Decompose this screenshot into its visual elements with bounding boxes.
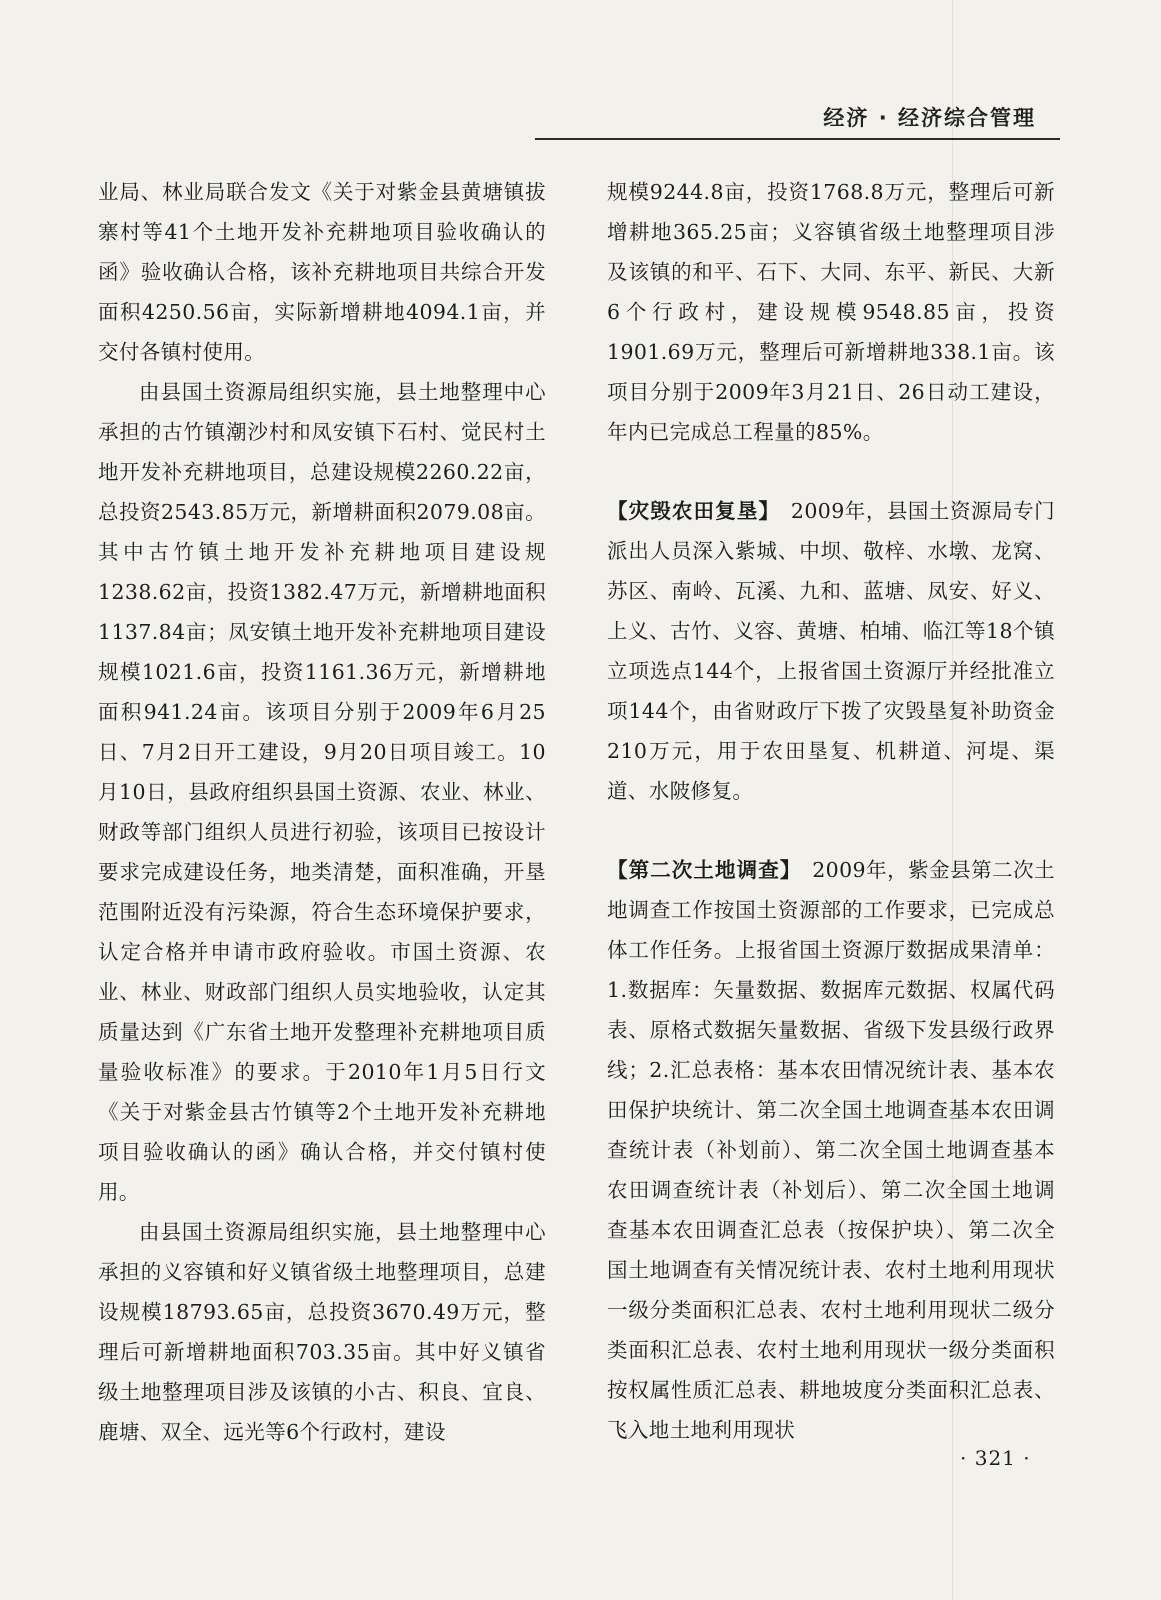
- running-header: 经济 · 经济综合管理: [823, 106, 1036, 130]
- entry-title-second-land-survey: 【第二次土地调查】: [607, 858, 792, 882]
- right-column: [607, 172, 1055, 1450]
- entry-body-second-land-survey: 2009年，紫金县第二次土地调查工作按国土资源部的工作要求，已完成总体工作任务。上报省国土资源厅数据成果清单：1.数据库：矢量数据、数据库元数据、权属代码表、原格式数据矢量数据、省级下发县级行政界线；2.汇总表格：基本农田情况统计表、基本农田保护块统计、第二次全国土地调查基本农田调查统计表（补划前）、第二次全国土地调查基本农田调查统计表（补划后）、第二次全国土地调查基本农田调查汇总表（按保护块）、第二次全国土地调查有关情况统计表、农村土地利用现状一级分类面积汇总表、农村土地利用现状二级分类面积汇总表、农村土地利用现状一级分类面积按权属性质汇总表、耕地坡度分类面积汇总表、飞入地土地利用现状: [607, 858, 1055, 1442]
- left-column: [98, 172, 546, 1452]
- entry-disaster-farmland-reclamation: [607, 491, 1055, 811]
- scan-artifact-line: [952, 0, 953, 1600]
- left-paragraph-2: 由县国土资源局组织实施，县土地整理中心承担的古竹镇潮沙村和凤安镇下石村、觉民村土地开发补充耕地项目，总建设规模2260.22亩，总投资2543.85万元，新增耕面积2079.08亩。其中古竹镇土地开发补充耕地项目建设规1238.62亩，投资1382.47万元，新增耕地面积1137.84亩；凤安镇土地开发补充耕地项目建设规模1021.6亩，投资1161.36万元，新增耕地面积941.24亩。该项目分别于2009年6月25日、7月2日开工建设，9月20日项目竣工。10月10日，县政府组织县国土资源、农业、林业、财政等部门组织人员进行初验，该项目已按设计要求完成建设任务，地类清楚，面积准确，开垦范围附近没有污染源，符合生态环境保护要求，认定合格并申请市政府验收。市国土资源、农业、林业、财政部门组织人员实地验收，认定其质量达到《广东省土地开发整理补充耕地项目质量验收标准》的要求。于2010年1月5日行文《关于对紫金县古竹镇等2个土地开发补充耕地项目验收确认的函》确认合格，并交付镇村使用。: [98, 380, 546, 1204]
- right-paragraph-1: 规模9244.8亩，投资1768.8万元，整理后可新增耕地365.25亩；义容镇省级土地整理项目涉及该镇的和平、石下、大同、东平、新民、大新6个行政村，建设规模9548.85亩，投资1901.69万元，整理后可新增耕地338.1亩。该项目分别于2009年3月21日、26日动工建设，年内已完成总工程量的85%。: [607, 180, 1055, 444]
- entry-title-disaster-farmland: 【灾毁农田复垦】: [607, 499, 770, 523]
- page-number: · 321 ·: [960, 1446, 1031, 1470]
- entry-second-land-survey: [607, 850, 1055, 1450]
- left-paragraph-3: 由县国土资源局组织实施，县土地整理中心承担的义容镇和好义镇省级土地整理项目，总建设规模18793.65亩，总投资3670.49万元，整理后可新增耕地面积703.35亩。其中好义镇省级土地整理项目涉及该镇的小古、积良、宜良、鹿塘、双全、远光等6个行政村，建设: [98, 1220, 546, 1444]
- header-rule: [535, 138, 1060, 140]
- left-paragraph-1: 业局、林业局联合发文《关于对紫金县黄塘镇拔寨村等41个土地开发补充耕地项目验收确认的函》验收确认合格，该补充耕地项目共综合开发面积4250.56亩，实际新增耕地4094.1亩，并交付各镇村使用。: [98, 180, 546, 364]
- entry-body-disaster-farmland: 2009年，县国土资源局专门派出人员深入紫城、中坝、敬梓、水墩、龙窝、苏区、南岭、瓦溪、九和、蓝塘、凤安、好义、上义、古竹、义容、黄塘、柏埔、临江等18个镇立项选点144个，上报省国土资源厅并经批准立项144个，由省财政厅下拨了灾毁垦复补助资金210万元，用于农田垦复、机耕道、河堤、渠道、水陂修复。: [607, 499, 1056, 803]
